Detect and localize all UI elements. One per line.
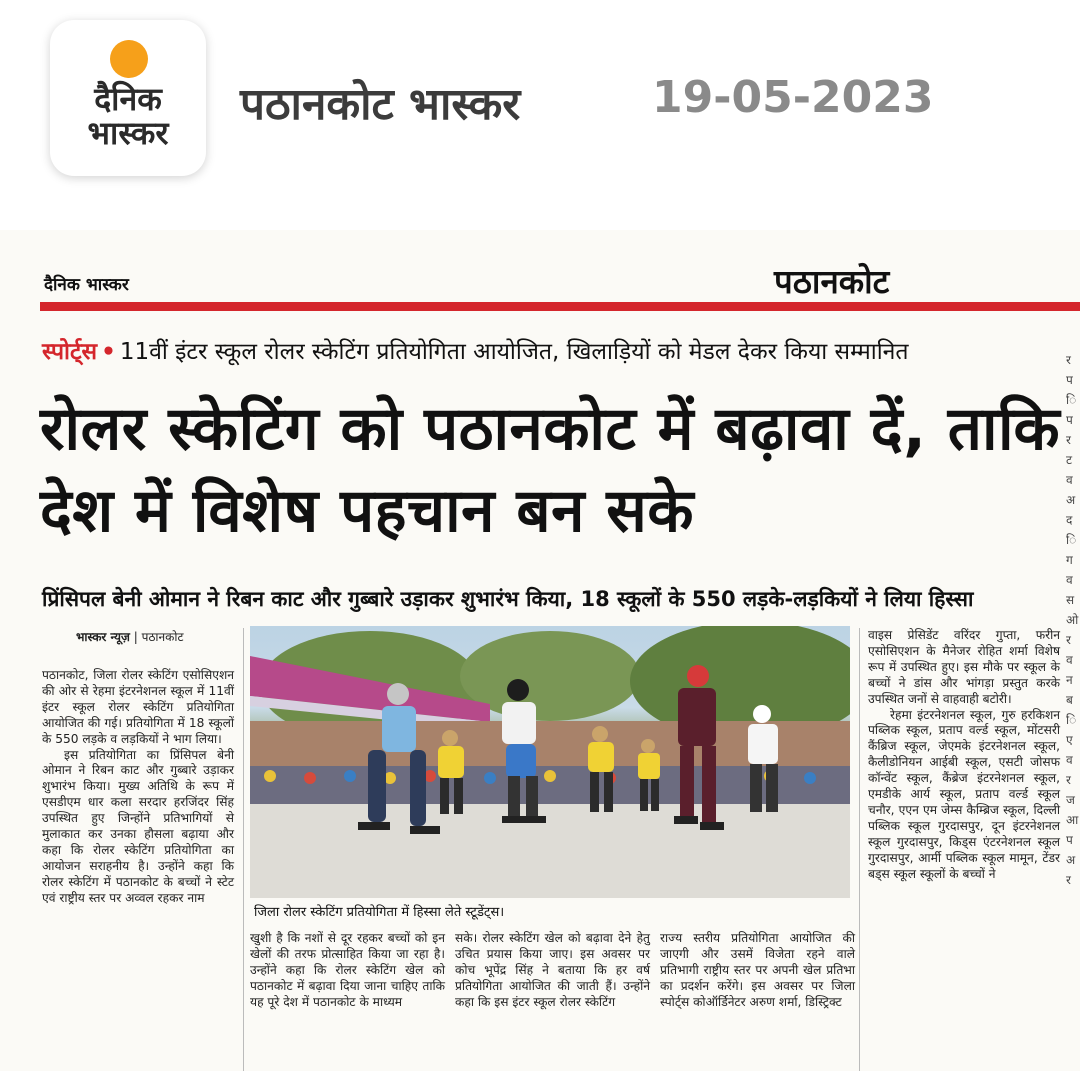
column-divider — [243, 628, 244, 1071]
article-column-5 — [868, 628, 1060, 883]
article-column-1 — [42, 668, 234, 907]
brand-logo[interactable] — [50, 20, 206, 176]
edition-title: पठानकोट भास्कर — [240, 79, 521, 130]
newspaper-clipping — [0, 230, 1080, 1071]
photo-caption: जिला रोलर स्केटिंग प्रतियोगिता में हिस्सा लेते स्टूडेंट्स। — [254, 905, 505, 920]
article-paragraph: इस प्रतियोगिता का प्रिंसिपल बेनी ओमान ने रिबन काट और गुब्बारे उड़ाकर शुभारंभ किया। मुख्य अतिथि के रूप में एसडीएम धार कला सरदार हरजिंदर सिंह उपस्थित हुए जिन्होंने प्रतिभागियों से मुलाकात कर उनका हौसला बढ़ाया और कहा कि रोलर स्केटिंग प्रतियोगिता का आयोजन सराहनीय है। उन्होंने कहा कि रोलर स्केटिंग में पठानकोट के बच्चों ने स्टेट एवं राष्ट्रीय स्तर पर अव्वल रहकर नाम — [42, 747, 234, 905]
section-tag: स्पोर्ट्स — [42, 339, 98, 365]
article-column-3: सके। रोलर स्केटिंग खेल को बढ़ावा देने हेतु उचित प्रयास किया जाए। इस अवसर पर कोच भूपेंद्र सिंह ने बताया कि हर वर्ष प्रतियोगिता आयोजित की जाती हैं। उन्होंने कहा कि इस इंटर स्कूल रोलर स्केटिंग — [455, 931, 650, 1009]
column-divider — [859, 628, 860, 1071]
article-photo[interactable] — [250, 626, 850, 898]
article-paragraph: वाइस प्रेसिडेंट वरिंदर गुप्ता, फरीन एसोसिएशन के मैनेजर रोहित शर्मा विशेष रूप में उपस्थित हुए। इस मौके पर स्कूल के बच्चों ने डांस और भांगड़ा प्रस्तुत करके उपस्थित जनों से वाहवाही बटोरी। — [868, 628, 1060, 706]
adjacent-article-edge: र प ि प र ट व अ द ि ग व स ओ र व न ब ि ए व र ज आ प अ र — [1066, 353, 1079, 887]
logo-text: दैनिक भास्कर — [87, 80, 169, 152]
app-header — [0, 0, 1080, 230]
article-column-2: खुशी है कि नशों से दूर रहकर बच्चों को इन खेलों की तरफ प्रोत्साहित किया जा रहा है। उन्होंने कहा कि रोलर स्केटिंग खेल को पठानकोट में बढ़ावा दिया जाना चाहिए ताकि यह पूरे देश में पठानकोट के माध्यम — [250, 931, 445, 1009]
article-column-4: राज्य स्तरीय प्रतियोगिता आयोजित की जाएगी और उसमें विजेता रहने वाले प्रतिभागी राष्ट्रीय स्तर पर अपनी खेल प्रतिभा का प्रदर्शन करेंगे। इस अवसर पर जिला स्पोर्ट्स कोऑर्डिनेटर अरुण शर्मा, डिस्ट्रिक्ट — [660, 931, 855, 1009]
edition-date: 19-05-2023 — [652, 72, 934, 123]
masthead-brand: दैनिक भास्कर — [44, 275, 129, 295]
dateline-place: पठानकोट — [141, 630, 184, 644]
kicker — [42, 334, 909, 366]
headline: रोलर स्केटिंग को पठानकोट में बढ़ावा दें, ताकि देश में विशेष पहचान बन सके — [40, 394, 1061, 546]
kicker-text: 11वीं इंटर स्कूल रोलर स्केटिंग प्रतियोगिता आयोजित, खिलाड़ियों को मेडल देकर किया सम्मानित — [119, 339, 909, 365]
dateline-separator: | — [133, 630, 138, 644]
article-paragraph: रेहमा इंटरनेशनल स्कूल, गुरु हरकिशन पब्लिक स्कूल, प्रताप वर्ल्ड स्कूल, मोंटसरी कैंब्रिज स्कूल, जेएमके इंटरनेशनल स्कूल, कैलीडोनियन आईबी स्कूल, एसटी जोसफ कॉन्वेंट स्कूल, कैंब्रेज इंटरनेशनल स्कूल, एमडीके आर्य स्कूल, प्रताप वर्ल्ड स्कूल चनौर, एएन एम जेम्स कैम्ब्रिज स्कूल, दिल्ली पब्लिक स्कूल गुरदासपुर, दून इंटरनेशनल स्कूल गुरदासपुर, किड्स एंटरनेशनल स्कूल गुरदासपुर, आर्मी पब्लिक स्कूल मामून, टेंडर बड्स स्कूल स्कूलों के बच्चों ने — [868, 707, 1060, 881]
red-rule — [40, 302, 1080, 311]
logo-sun-icon — [110, 40, 148, 78]
dateline-source: भास्कर न्यूज़ — [76, 630, 130, 644]
kicker-bullet: • — [101, 339, 116, 365]
article-paragraph: पठानकोट, जिला रोलर स्केटिंग एसोसिएशन की ओर से रेहमा इंटरनेशनल स्कूल में 11वीं इंटर स्कूल रोलर स्केटिंग प्रतियोगिता आयोजित की गई। प्रतियोगिता में 18 स्कूलों के 550 लड़के व लड़कियों ने भाग लिया। — [42, 668, 234, 746]
subheadline: प्रिंसिपल बेनी ओमान ने रिबन काट और गुब्बारे उड़ाकर शुभारंभ किया, 18 स्कूलों के 550 लड़के-लड़कियों ने लिया हिस्सा — [42, 587, 974, 611]
dateline — [76, 628, 184, 645]
masthead-city: पठानकोट — [774, 262, 890, 301]
photo-illustration — [250, 626, 850, 898]
